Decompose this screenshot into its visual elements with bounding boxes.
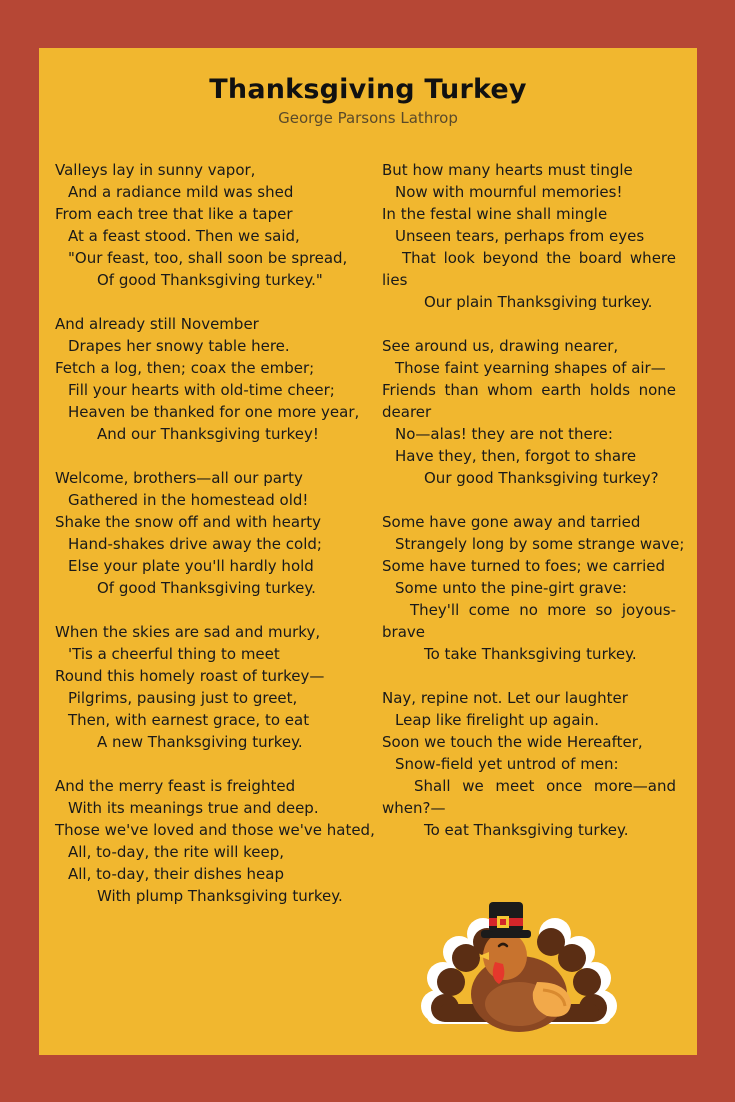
poem-line: "Our feast, too, shall soon be spread, [68,249,348,267]
stanza [382,511,685,665]
poem-line: Those faint yearning shapes of air— [395,359,666,377]
poem-line: Unseen tears, perhaps from eyes [395,227,645,245]
stanza [55,313,375,445]
poem-line: No—alas! they are not there: [395,425,613,443]
poem-line: Fetch a log, then; coax the ember; [55,359,315,377]
poem-line: See around us, drawing nearer, [382,337,619,355]
poem-line: To eat Thanksgiving turkey. [424,821,629,839]
poem-line: Hand-shakes drive away the cold; [68,535,322,553]
poem-line: And already still November [55,315,259,333]
poem-line: Some have turned to foes; we carried [382,557,666,575]
poem-author: George Parsons Lathrop [278,109,458,127]
poem-line: Pilgrims, pausing just to greet, [68,689,298,707]
poem-line: Our plain Thanksgiving turkey. [424,293,653,311]
stanza [55,159,375,291]
stanza [55,467,375,599]
poem-line: At a feast stood. Then we said, [68,227,300,245]
poem-line: To take Thanksgiving turkey. [424,645,637,663]
poem-column-right [382,159,685,863]
poem-line: Valleys lay in sunny vapor, [55,161,256,179]
poem-line: Gathered in the homestead old! [68,491,309,509]
stanza [382,335,676,489]
poem-line: But how many hearts must tingle [382,161,633,179]
poem-line: A new Thanksgiving turkey. [97,733,303,751]
poem-line: Then, with earnest grace, to eat [68,711,310,729]
poem-line: From each tree that like a taper [55,205,293,223]
poem-line: Have they, then, forgot to share [395,447,637,465]
poem-line: And the merry feast is freighted [55,777,296,795]
poem-line: Snow-field yet untrod of men: [395,755,619,773]
poem-line: Of good Thanksgiving turkey." [97,271,323,289]
poem-line: When the skies are sad and murky, [55,623,321,641]
stanza [382,687,676,841]
poem-line: Some have gone away and tarried [382,513,641,531]
stanza [382,159,676,313]
poem-line: They'll come no more so joyous-brave [382,601,676,641]
poem-line: Round this homely roast of turkey— [55,667,325,685]
poem-line: All, to-day, the rite will keep, [68,843,285,861]
poem-line: Some unto the pine-girt grave: [395,579,627,597]
poem-line: 'Tis a cheerful thing to meet [68,645,280,663]
poem-line: Fill your hearts with old-time cheer; [68,381,335,399]
stanza [55,621,375,753]
poem-card [39,48,697,1055]
poem-line: Our good Thanksgiving turkey? [424,469,659,487]
poem-line: Now with mournful memories! [395,183,623,201]
poem-line: Drapes her snowy table here. [68,337,290,355]
poem-line: With plump Thanksgiving turkey. [97,887,343,905]
poem-line: And our Thanksgiving turkey! [97,425,319,443]
poem-line: Welcome, brothers—all our party [55,469,303,487]
poem-line: Of good Thanksgiving turkey. [97,579,316,597]
poem-line: Leap like firelight up again. [395,711,599,729]
poem-line: And a radiance mild was shed [68,183,294,201]
stanza [55,775,375,907]
poem-line: Shake the snow off and with hearty [55,513,322,531]
poem-line: With its meanings true and deep. [68,799,319,817]
poem-line: Heaven be thanked for one more year, [68,403,360,421]
poem-line: That look beyond the board where lies [382,249,676,289]
poem-title: Thanksgiving Turkey [209,74,527,105]
poem-line: Shall we meet once more—and when?— [382,777,676,817]
poem-line: Strangely long by some strange wave; [395,535,685,553]
poem-line: Friends than whom earth holds none dearer [382,381,676,421]
poem-line: In the festal wine shall mingle [382,205,608,223]
poem-line: Nay, repine not. Let our laughter [382,689,628,707]
poem-line: All, to-day, their dishes heap [68,865,284,883]
pilgrim-turkey-icon [419,886,619,1036]
poem-line: Soon we touch the wide Hereafter, [382,733,643,751]
poem-line: Those we've loved and those we've hated, [55,821,375,839]
poem-column-left [55,159,375,929]
poem-line: Else your plate you'll hardly hold [68,557,314,575]
